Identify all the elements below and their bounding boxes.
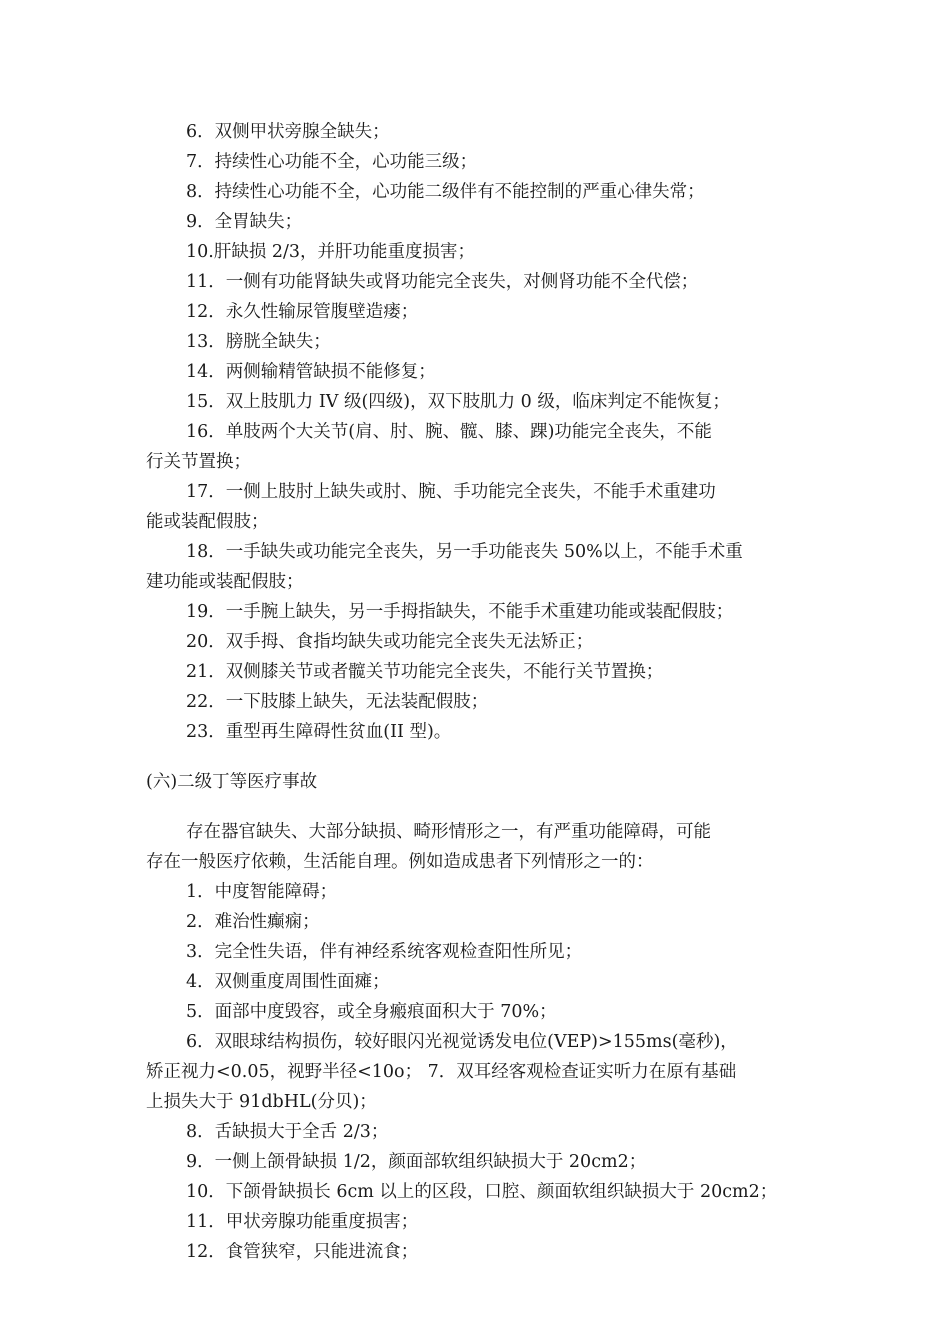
list-item: 15．双上肢肌力 IV 级(四级)，双下肢肌力 0 级，临床判定不能恢复； [186, 392, 730, 412]
list-item: 23．重型再生障碍性贫血(II 型)。 [186, 722, 452, 742]
list-item: 9．一侧上颌骨缺损 1/2，颜面部软组织缺损大于 20cm2； [186, 1152, 647, 1172]
list-item: 3．完全性失语，伴有神经系统客观检查阳性所见； [186, 942, 583, 962]
list-item: 2．难治性癫痫； [186, 912, 320, 932]
list-item: 21．双侧膝关节或者髋关节功能完全丧失，不能行关节置换； [186, 662, 664, 682]
list-item: 6．双侧甲状旁腺全缺失； [186, 122, 390, 142]
list-item: 13．膀胱全缺失； [186, 332, 331, 352]
intro-paragraph-line: 存在器官缺失、大部分缺损、畸形情形之一，有严重功能障碍，可能 [186, 822, 711, 842]
intro-paragraph-line: 存在一般医疗依赖，生活能自理。例如造成患者下列情形之一的： [146, 852, 654, 872]
list-item: 12．食管狭窄，只能进流食； [186, 1242, 419, 1262]
list-item: 8．持续性心功能不全，心功能二级伴有不能控制的严重心律失常； [186, 182, 705, 202]
list-item: 6．双眼球结构损伤，较好眼闪光视觉诱发电位(VEP)>155ms(毫秒)， [186, 1032, 738, 1052]
list-item: 5．面部中度毁容，或全身瘢痕面积大于 70%； [186, 1002, 557, 1022]
section-heading: (六)二级丁等医疗事故 [146, 772, 318, 792]
list-item: 10．下颌骨缺损长 6cm 以上的区段，口腔、颜面软组织缺损大于 20cm2； [186, 1182, 778, 1202]
list-item-continuation: 矫正视力<0.05，视野半径<10o； 7．双耳经客观检查证实听力在原有基础 [146, 1062, 737, 1082]
list-item: 4．双侧重度周围性面瘫； [186, 972, 390, 992]
list-item: 20．双手拇、食指均缺失或功能完全丧失无法矫正； [186, 632, 594, 652]
list-item-continuation: 上损失大于 91dbHL(分贝)； [146, 1092, 377, 1112]
list-item: 8．舌缺损大于全舌 2/3； [186, 1122, 389, 1142]
list-item: 11．一侧有功能肾缺失或肾功能完全丧失，对侧肾功能不全代偿； [186, 272, 699, 292]
list-item: 17．一侧上肢肘上缺失或肘、腕、手功能完全丧失，不能手术重建功 [186, 482, 716, 502]
list-item: 1．中度智能障碍； [186, 882, 338, 902]
list-item-continuation: 建功能或装配假肢； [146, 572, 304, 592]
list-item: 10.肝缺损 2/3，并肝功能重度损害； [186, 242, 476, 262]
list-item: 22．一下肢膝上缺失，无法装配假肢； [186, 692, 489, 712]
list-item: 16．单肢两个大关节(肩、肘、腕、髋、膝、踝)功能完全丧失，不能 [186, 422, 712, 442]
list-item-continuation: 能或装配假肢； [146, 512, 269, 532]
list-item: 9．全胃缺失； [186, 212, 303, 232]
list-item-continuation: 行关节置换； [146, 452, 251, 472]
list-item: 12．永久性输尿管腹壁造瘘； [186, 302, 419, 322]
list-item: 14．两侧输精管缺损不能修复； [186, 362, 436, 382]
list-item: 19．一手腕上缺失，另一手拇指缺失，不能手术重建功能或装配假肢； [186, 602, 734, 622]
list-item: 7．持续性心功能不全，心功能三级； [186, 152, 478, 172]
list-item: 18．一手缺失或功能完全丧失，另一手功能丧失 50%以上，不能手术重 [186, 542, 743, 562]
list-item: 11．甲状旁腺功能重度损害； [186, 1212, 419, 1232]
